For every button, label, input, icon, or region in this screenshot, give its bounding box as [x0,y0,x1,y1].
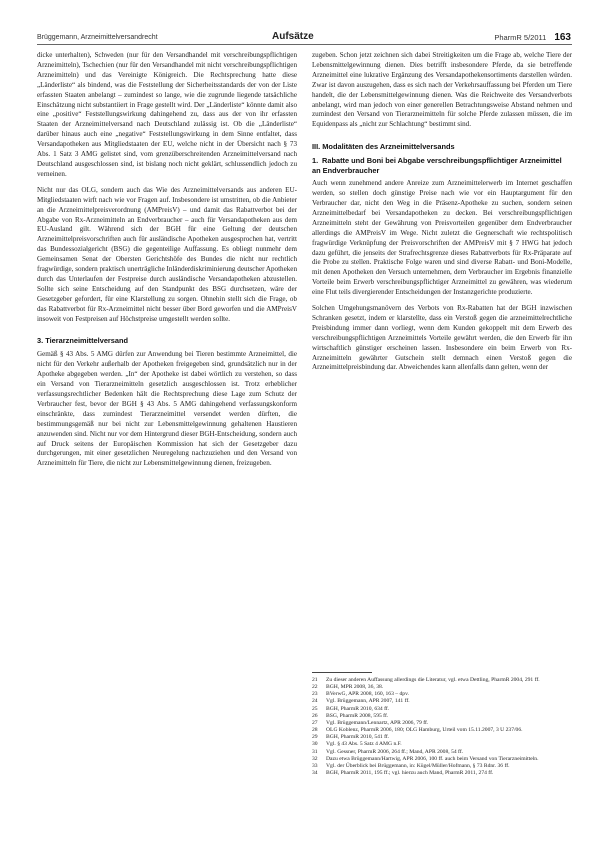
page-header [0,0,609,48]
subsection-heading [312,156,572,175]
journal-reference [494,32,571,43]
footnote: 34 BGH, PharmR 2011, 195 ff.; vgl. hierzu auch Mand, PharmR 2011, 274 ff. [312,770,494,777]
body-paragraph: Gemäß § 43 Abs. 5 AMG dürfen zur Anwendung bei Tieren bestimmte Arzneimittel, die nicht für den Verkehr außerhalb der Apotheken freigegeben sind, grundsätzlich nur in der Apotheke abgegeben werden. „In“ der Apotheke ist dabei wörtlich zu verstehen, so dass ein Versand von Tierarzneimitteln gesetzlich ausgeschlossen ist. Trotz erheblicher verfassungsrechtlicher Bedenken hält die Rechtsprechung diese Lage zum Schutz der Verbraucher fest, bevor der BGH § 43 Abs. 5 AMG dahingehend verfassungskonform einschränkte, dass zumindest Tierarzneimittel versendet werden dürften, die bestimmungsgemäß nur bei nicht zur Lebensmittelgewinnung gehaltenen Haustieren anzuwenden sind. Nicht nur vor dem Hintergrund dieser BGH-Entscheidung, sondern auch auf Druck seitens der Europäischen Kommission hat sich der Gesetzgeber dazu durchgerungen, mit einer gesetzlichen Neuregelung nachzuziehen und den Versand von Arzneimitteln für Tiere, die nicht zur Lebensmittelgewinnung dienen, freizugeben. [37,350,297,468]
footnote: 30 Vgl. § 43 Abs. 5 Satz 4 AMG n.F. [312,741,402,748]
left-column [37,51,297,469]
header-rule [37,44,572,45]
journal-issue: PharmR 5/2011 [494,33,547,42]
subsection-number: 1. [312,156,319,166]
footnote: 32 Dazu etwa Brüggemann/Hartwig, APR 2006, 100 ff. auch beim Versand von Tierarzneimitteln. [312,755,539,762]
footnotes [312,677,572,777]
footnote: 26 BSG, PharmR 2008, 595 ff. [312,712,389,719]
section-heading: 3. Tierarzneimittelversand [37,336,129,346]
body-paragraph: Auch wenn zunehmend andere Anreize zum Arzneimittelerwerb im Internet geschaffen werden, so stellen doch günstige Preise nach wie vor ein Hauptargument für den Verbraucher dar, nicht den Weg in die Präsenz-Apotheke zu suchen, sondern seinen Arzneimittelbedarf bei Versandapotheken zu decken. Bei verschreibungspflichtigen Arzneimitteln steht der Gewährung von Preisvorteilen gegenüber dem Endverbraucher allerdings die AMPreisV im Wege. Nicht zuletzt die Gegnerschaft wie rechtspolitisch fragwürdige Verknüpfung der Preisvorschriften der AMPreisV mit § 7 HWG hat jedoch dazu geführt, die jenseits der Strafrechtsgrenze dieses Rabattverbots für Rx-Präparate auf die Probe zu stellen. Praktische Folge waren und sind diverse Rabatt- und Boni-Modelle, mit denen Apotheken den Versuch unternehmen, dem Verbraucher im Ergebnis finanzielle Vorteile beim Erwerb verschreibungspflichtiger Arzneimittel zu gewähren, was wiederum eine Flut teils divergierender Entscheidungen der Instanzgerichte produzierte. [312,179,572,297]
footnote: 23 BVerwG, APR 2008, 160, 163 – dpv. [312,691,409,698]
section-heading: III. Modalitäten des Arzneimittelversands [312,142,455,152]
footnote: 21 Zu dieser anderen Auffassung allerdings die Literatur, vgl. etwa Dettling, PharmR 2004, 291 ff. [312,677,540,683]
footnote: 24 Vgl. Brüggemann, APR 2007, 141 ff. [312,698,410,705]
footnote: 29 BGH, PharmR 2010, 541 ff. [312,734,390,741]
body-paragraph: Solchen Umgehungsmanövern des Verbots von Rx-Rabatten hat der BGH inzwischen Schranken gesetzt, indem er klarstellte, dass ein Verstoß gegen die arzneimittelrechtliche Preisbindung immer dann vorliegt, wenn dem Kunden gekoppelt mit dem Erwerb des verschreibungspflichtigen Arzneimittels Vorteile gewährt werden, die den Erwerb für ihn wirtschaftlich günstiger erscheinen lassen. Insbesondere ein beim Erwerb von Rx-Arzneimitteln gewährter Gutschein stellt demnach einen Verstoß gegen die Arzneimittelpreisbindung dar. Abweichendes kann allenfalls dann gelten, wenn der [312,304,572,372]
right-column [312,51,572,373]
section-label: Aufsätze [272,31,314,42]
body-paragraph: zugeben. Schon jetzt zeichnen sich dabei Streitigkeiten um die Frage ab, welche Tiere der Lebensmittelgewinnung dienen. Dies betrifft insbesondere Pferde, da sie betreffende Arzneimittel eine lukrative Ergänzung des Versandapothekensortiments darstellen würden. Zwar ist davon auszugehen, dass es sich nach der Verkehrsauffassung bei Pferden um Tiere handelt, die der Lebensmittelgewinnung dienen. Was die Reichweite des Versandverbots anbelangt, wird man jedoch von einer generellen Betrachtungsweise Abstand nehmen und zumindest den Versand von Tierarzneimitteln für solche Pferde zulassen müssen, die im Equidenpass als „nicht zur Schlachtung“ bestimmt sind. [312,51,572,129]
body-paragraph: Nicht nur das OLG, sondern auch das Wie des Arzneimittelversands aus anderen EU-Mitgliedstaaten wirft nach wie vor Fragen auf. Insbesondere ist umstritten, ob die Anbieter an die Arzneimittelpreisverordnung (AMPreisV) – und damit das Rabattverbot bei der Abgabe von Rx-Arzneimitteln an Endverbraucher – auch für Versandapotheken aus dem EU-Ausland gilt. Während sich der BGH für eine Geltung der deutschen Arzneimittelpreisvorschriften auch für ausländische Apotheken ausgesprochen hat, vertritt das Bundessozialgericht (BSG) die gegenteilige Auffassung. Es obliegt nunmehr dem Gemeinsamen Senat der Obersten Gerichtshöfe des Bundes die nicht nur rechtlich fragwürdige, sondern praktisch unerträgliche Inländerdiskriminierung deutscher Apotheken durch das Unterlaufen der Festpreise durch ausländische Versandapotheken abzustellen. Sollte sich seine Entscheidung auf den Standpunkt des BSG durchsetzen, wäre der Gesetzgeber gefordert, für eine Klarstellung zu sorgen. Ohnehin stellt sich die Frage, ob das Rabattverbot für Rx-Arzneimittel nicht besser über Bord geworfen und die AMPreisV insoweit von Festpreisen auf Höchstpreise umgestellt werden sollte. [37,185,297,323]
footnote: 28 OLG Koblenz, PharmR 2006, 180; OLG Hamburg, Urteil vom 15.11.2007, 3 U 237/06. [312,727,523,734]
footnote: 33 Vgl. der Überblick bei Brüggemann, in: Kügel/Müller/Hofmann, § 73 Rdnr. 36 ff. [312,762,510,769]
footnote: 22 BGH, MPR 2008, 36, 38. [312,684,384,691]
footnote: 27 Vgl. Brüggemann/Lennartz, APR 2006, 79 ff. [312,719,429,726]
footnote-rule [312,672,372,673]
page-number: 163 [554,32,571,43]
footnote: 31 Vgl. Gessner, PharmR 2006, 264 ff.; Mand, APR 2008, 54 ff. [312,748,464,755]
footnote: 25 BGH, PharmR 2010, 634 ff. [312,705,390,712]
running-head: Brüggemann, Arzneimittelversandrecht [37,34,158,41]
subsection-title: Rabatte und Boni bei Abgabe verschreibungspflichtiger Arzneimittel an Endverbraucher [312,156,562,175]
body-paragraph: dicke unterhalten), Schweden (nur für den Versandhandel mit verschreibungspflichtigen Arzneimitteln), Tschechien (nur für den Versandhandel mit nicht verschreibungspflichtigen Arzneimitteln) und das Vereinigte Königreich. Die Rechtsprechung hatte diese „Länderliste“ als bindend, was die Feststellung der Sicherheitsstandards der von der Liste erfassten Staaten anbelangt – zumindest so lange, wie die zugrunde liegende tatsächliche Einschätzung nicht substantiiert in Frage gestellt wird. Der „Länderliste“ könnte damit also eine „positive“ Feststellungswirkung dahingehend zu, dass aus der von ihr erfassten Staaten der Arzneimittelversand nach Deutschland zulässig ist. Ob die „Länderliste“ darüber hinaus auch eine „negative“ Feststellungswirkung in dem Sinne entfaltet, dass Versandapotheken aus Mitgliedstaaten der EU, welche nicht in der Übersicht nach § 73 Abs. 1 Satz 3 AMG gelistet sind, vom grenzüberschreitenden Arzneimittelversand nach Deutschland ausgeschlossen sind, ist bislang noch nicht geklärt, schlussendlich jedoch zu verneinen. [37,51,297,178]
